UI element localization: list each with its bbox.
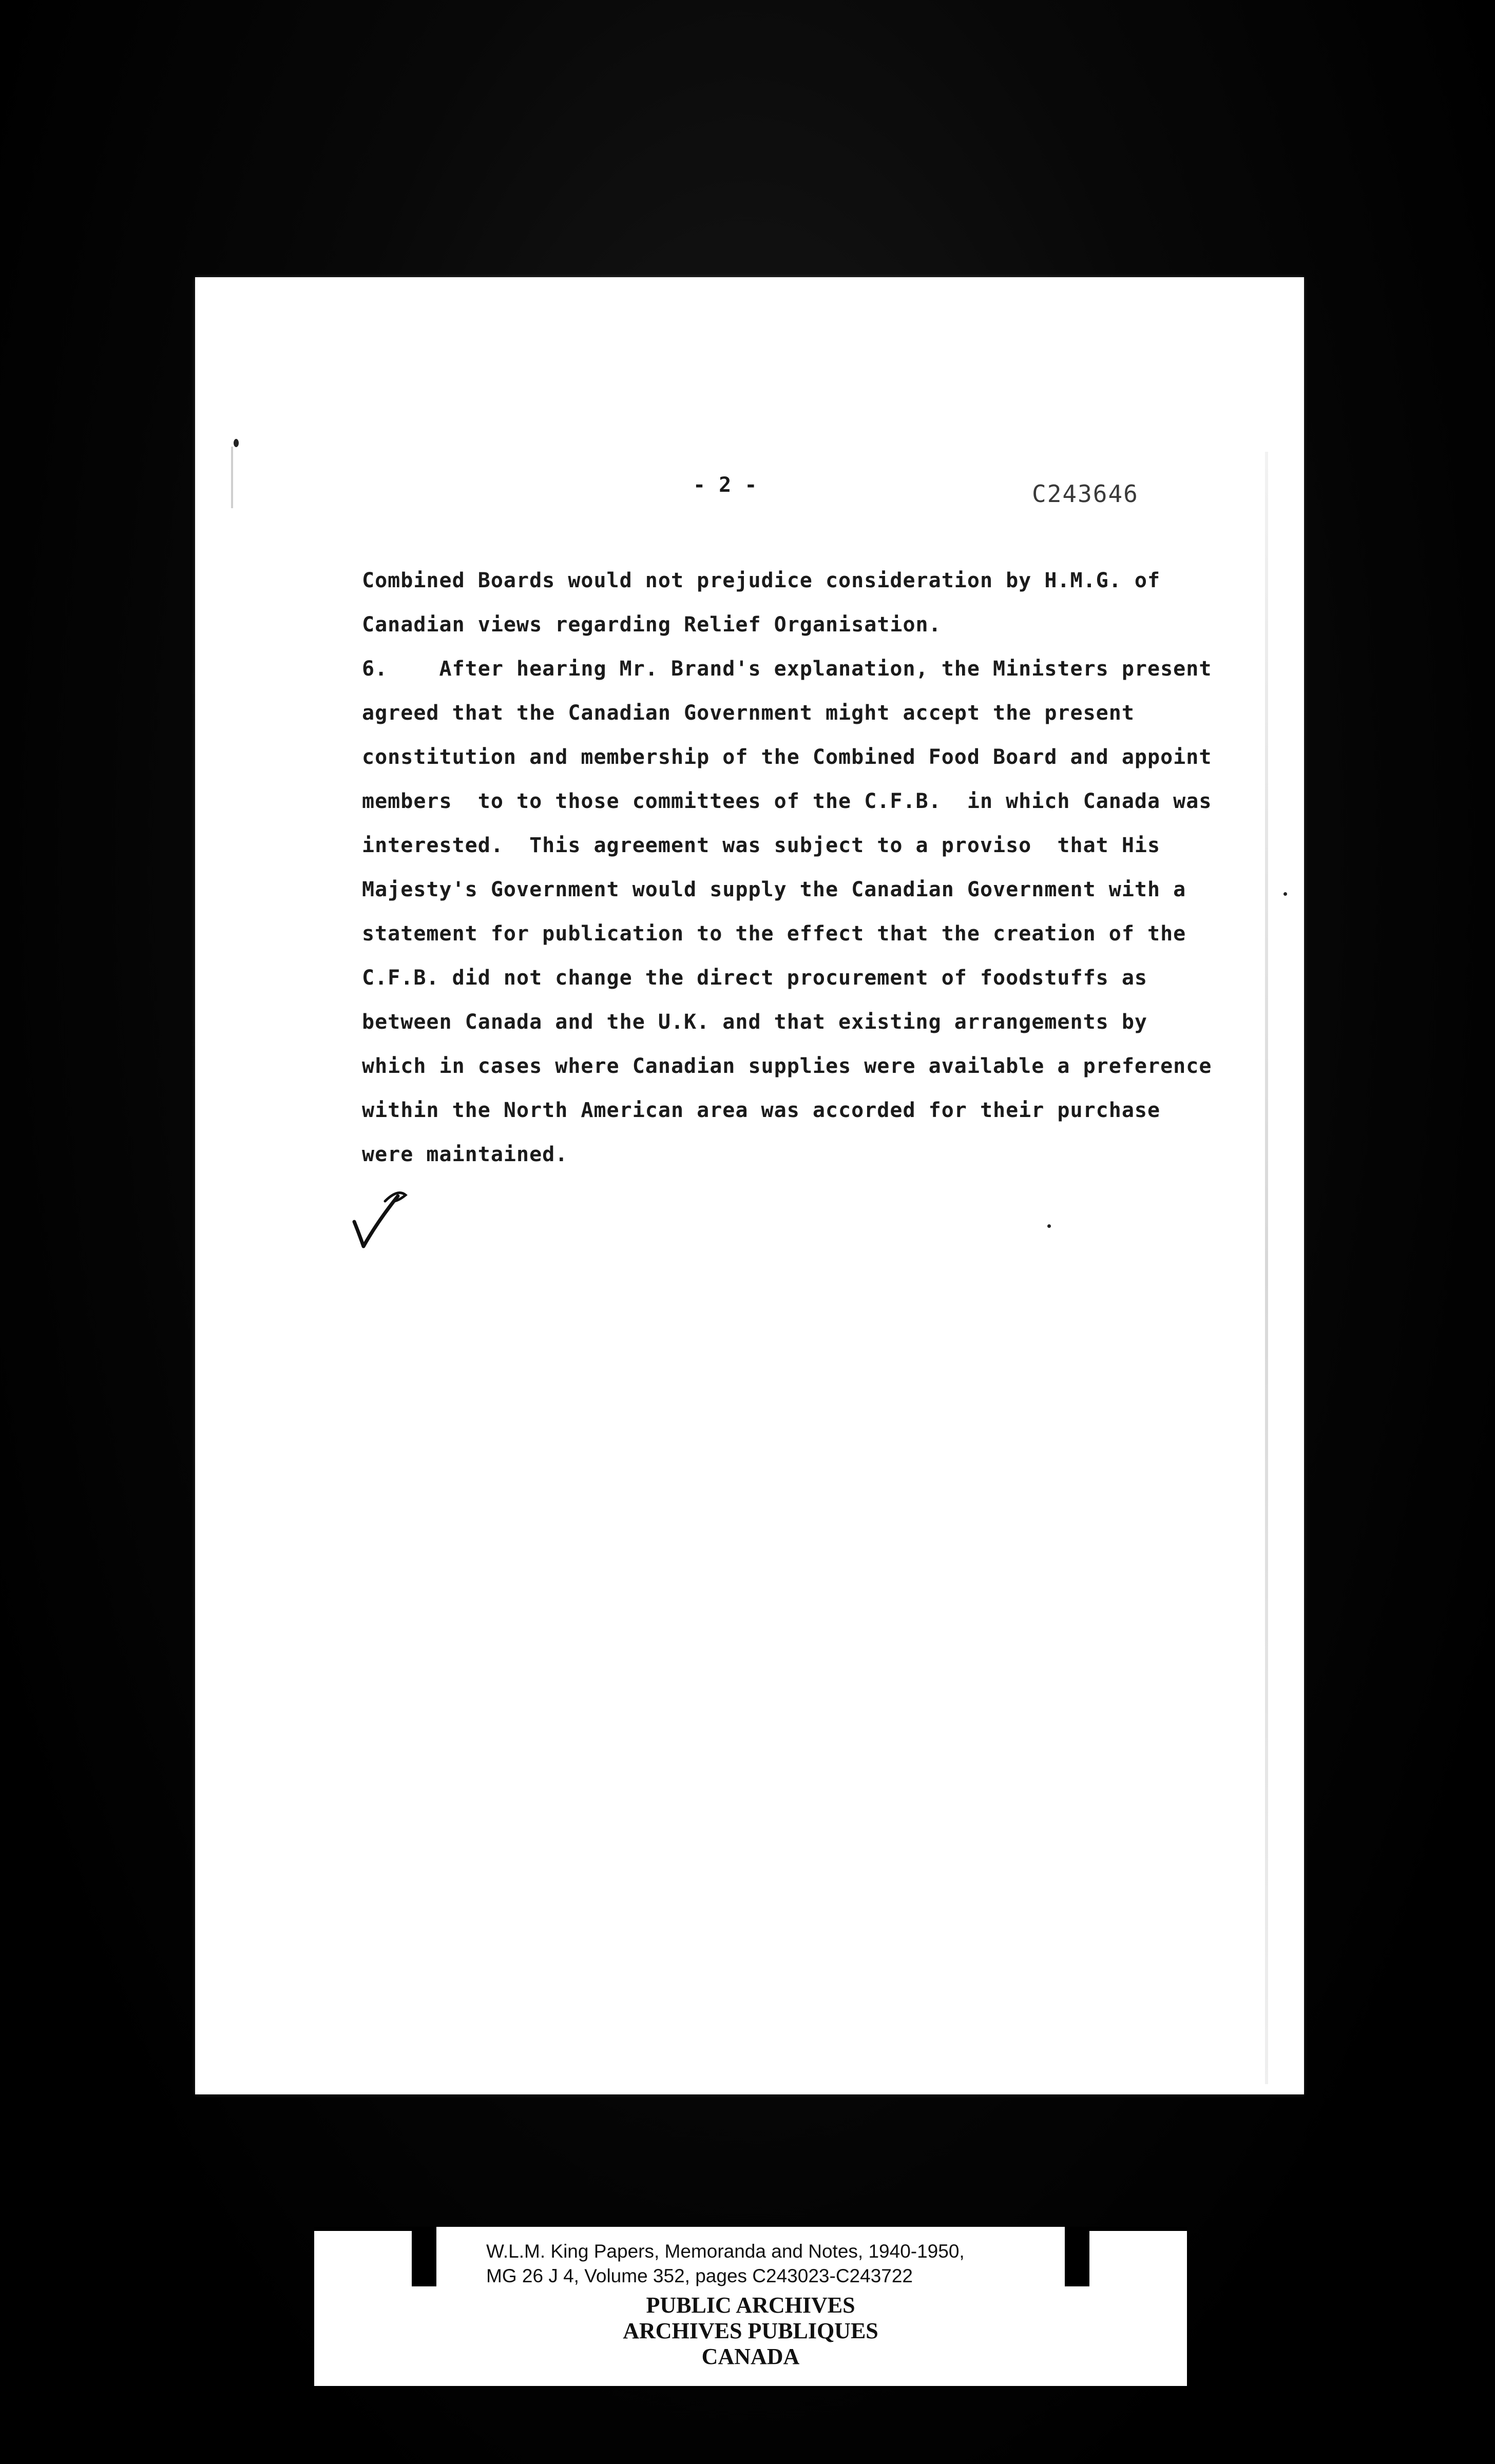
paper-edge-shadow — [1265, 452, 1268, 2084]
collection-citation — [486, 2239, 965, 2288]
archives-name — [314, 2293, 1187, 2370]
archives-line: PUBLIC ARCHIVES — [646, 2293, 855, 2318]
ink-speck — [234, 439, 239, 447]
body-line: Combined Boards would not prejudice consideration by H.M.G. of — [362, 569, 1161, 592]
archive-citation-stamp — [314, 2227, 1187, 2386]
body-line: interested. This agreement was subject to a proviso that His — [362, 834, 1161, 857]
ink-speck — [1283, 892, 1287, 896]
body-line: Canadian views regarding Relief Organisation. — [362, 613, 942, 637]
body-line: were maintained. — [362, 1143, 568, 1166]
archives-line: CANADA — [701, 2344, 800, 2369]
body-line: agreed that the Canadian Government might accept the present — [362, 701, 1135, 725]
body-line: within the North American area was accorded for their purchase — [362, 1099, 1161, 1122]
body-line: statement for publication to the effect that the creation of the — [362, 922, 1186, 946]
body-line: C.F.B. did not change the direct procurement of foodstuffs as — [362, 966, 1148, 990]
body-line: 6. After hearing Mr. Brand's explanation, the Ministers present — [362, 657, 1212, 681]
typed-body-text — [362, 559, 1212, 1177]
archives-line: ARCHIVES PUBLIQUES — [623, 2318, 878, 2343]
document-id-stamp: C243646 — [1032, 480, 1139, 508]
ink-speck — [1047, 1224, 1051, 1228]
body-line: which in cases where Canadian supplies were available a preference — [362, 1054, 1212, 1078]
citation-line: W.L.M. King Papers, Memoranda and Notes, 1940-1950, — [486, 2241, 965, 2262]
body-line: members to to those committees of the C.F.B. in which Canada was — [362, 790, 1212, 813]
document-page — [195, 277, 1304, 2094]
citation-line: MG 26 J 4, Volume 352, pages C243023-C243722 — [486, 2265, 913, 2286]
body-line: between Canada and the U.K. and that existing arrangements by — [362, 1010, 1148, 1034]
body-line: constitution and membership of the Combined Food Board and appoint — [362, 745, 1212, 769]
body-line: Majesty's Government would supply the Canadian Government with a — [362, 878, 1186, 901]
stamp-post-left — [412, 2227, 436, 2286]
page-number: - 2 - — [693, 473, 758, 497]
paper-edge-mark — [231, 447, 233, 508]
stamp-post-right — [1065, 2227, 1089, 2286]
handwritten-checkmark-icon — [349, 1186, 416, 1253]
